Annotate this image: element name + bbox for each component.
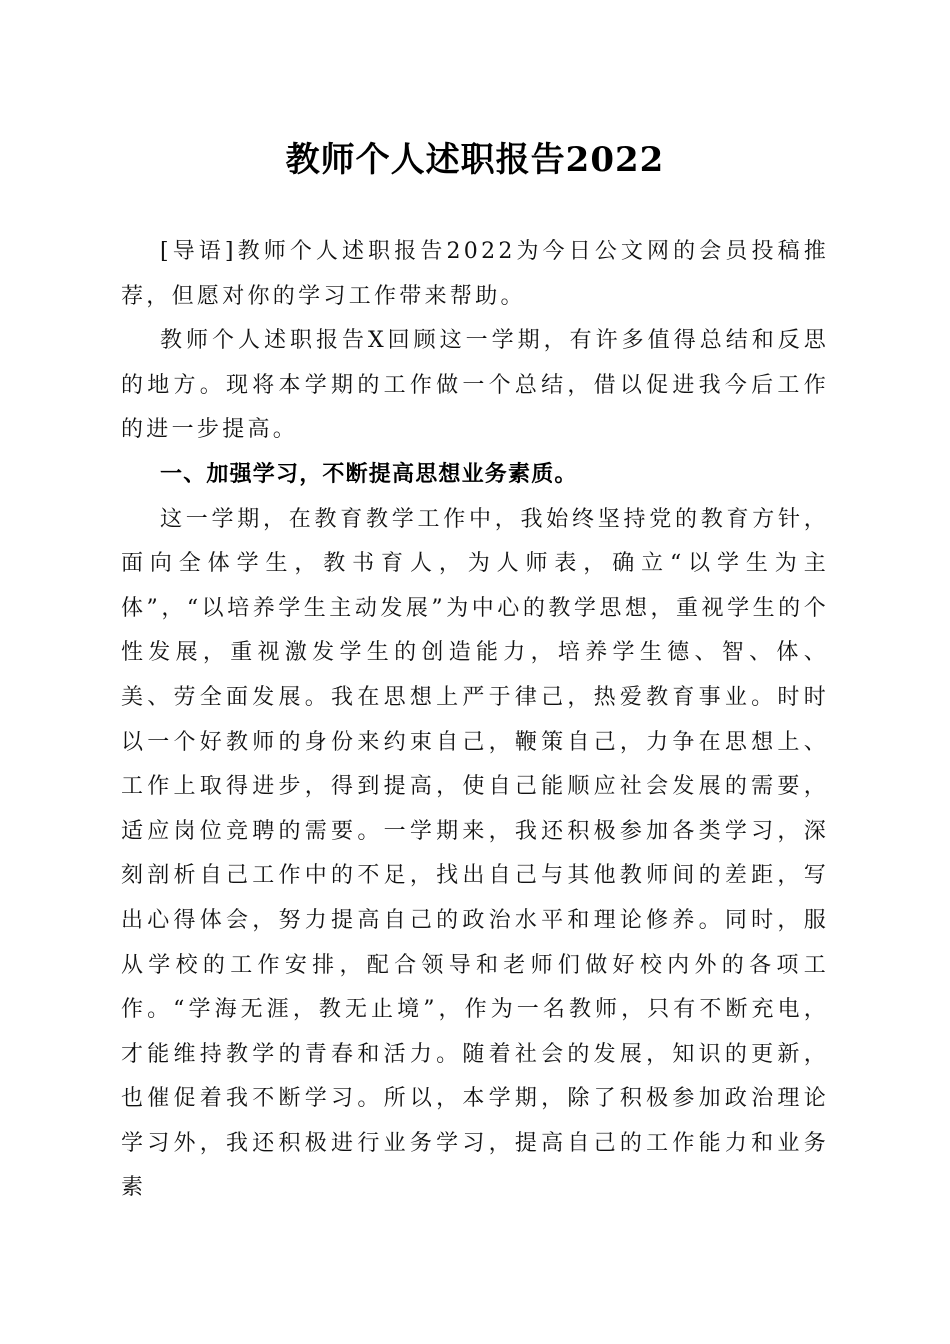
document-body (121, 230, 829, 1211)
section-heading: 一、加强学习，不断提高思想业务素质。 (160, 461, 578, 487)
page-title: 教师个人述职报告2022 (285, 140, 665, 180)
section-paragraph: 这一学期，在教育教学工作中，我始终坚持党的教育方针，面向全体学生，教书育人，为人师表，确立“以学生为主体”，“以培养学生主动发展”为中心的教学思想，重视学生的个性发展，重视激发学生的创造能力，培养学生德、智、体、美、劳全面发展。我在思想上严于律己，热爱教育事业。时时以一个好教师的身份来约束自己，鞭策自己，力争在思想上、工作上取得进步，得到提高，使自己能顺应社会发展的需要，适应岗位竞聘的需要。一学期来，我还积极参加各类学习，深刻剖析自己工作中的不足，找出自己与其他教师间的差距，写出心得体会，努力提高自己的政治水平和理论修养。同时，服从学校的工作安排，配合领导和老师们做好校内外的各项工作。“学海无涯，教无止境”，作为一名教师，只有不断充电，才能维持教学的青春和活力。随着社会的发展，知识的更新，也催促着我不断学习。所以，本学期，除了积极参加政治理论学习外，我还积极进行业务学习，提高自己的工作能力和业务素 (121, 506, 829, 1201)
summary-paragraph: 教师个人述职报告X回顾这一学期，有许多值得总结和反思的地方。现将本学期的工作做一个总结，借以促进我今后工作的进一步提高。 (121, 328, 829, 443)
intro-paragraph: [导语]教师个人述职报告2022为今日公文网的会员投稿推荐，但愿对你的学习工作带来帮助。 (121, 239, 829, 309)
